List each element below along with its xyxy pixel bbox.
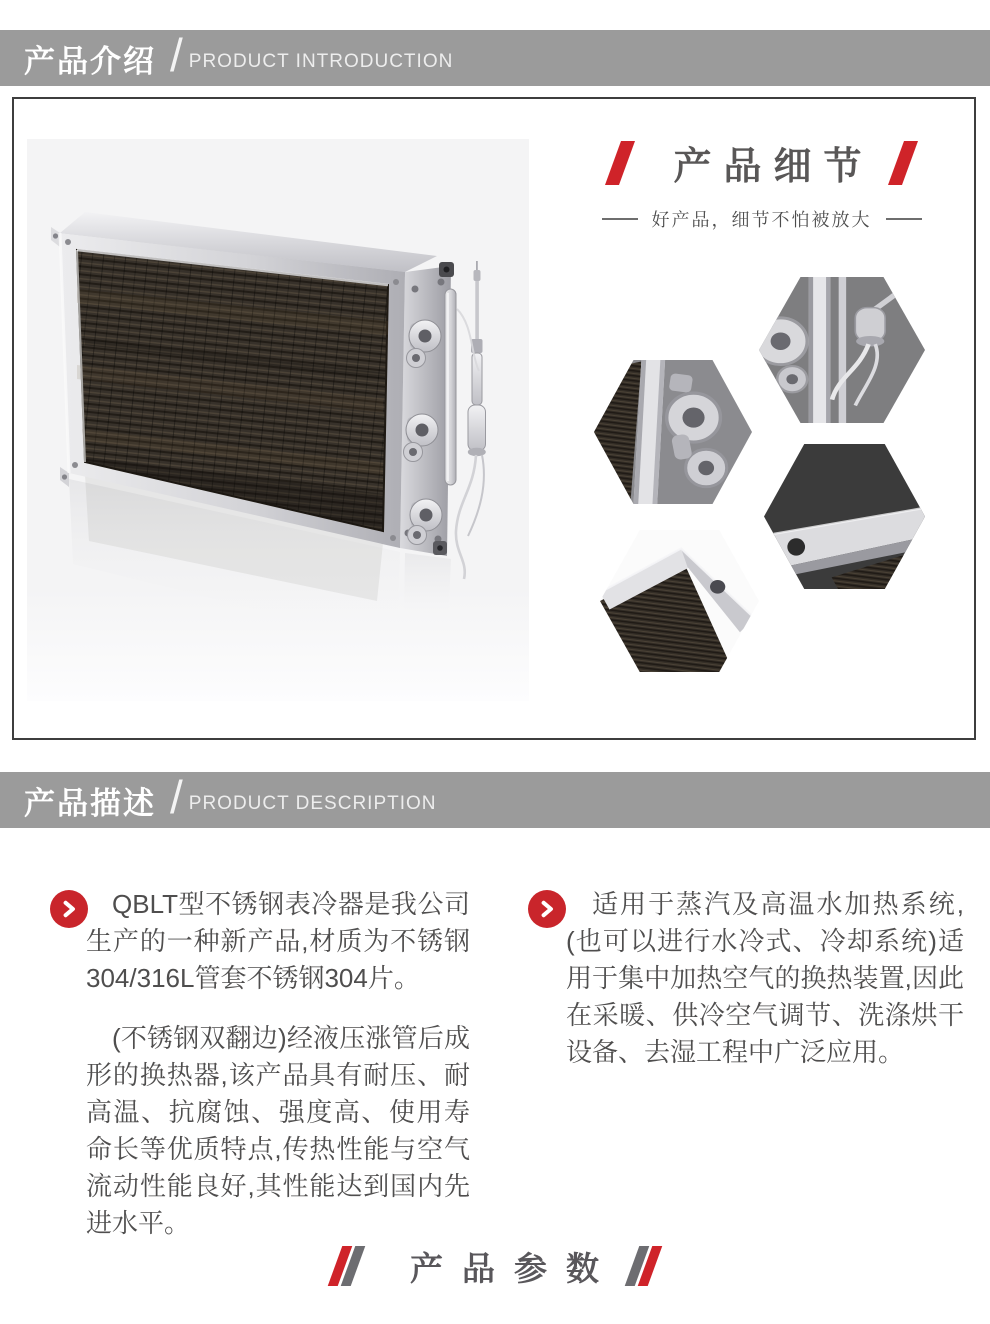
banner-slash-divider: /: [170, 771, 183, 823]
red-slash-icon: [887, 141, 917, 185]
detail-hex-tube-bends: [594, 360, 752, 504]
detail-title: 产品细节: [673, 146, 874, 188]
banner-slash-divider: /: [170, 29, 183, 81]
detail-hex-frame-corner-dark: [764, 444, 925, 589]
banner-title: 产品描述: [24, 785, 156, 821]
subtitle-line-right: [886, 218, 922, 220]
section-banner-product-introduction: [0, 30, 990, 86]
chevron-right-icon: [528, 890, 566, 928]
chevron-right-icon: [50, 890, 88, 928]
description-right-paragraph-1: 适用于蒸汽及高温水加热系统,(也可以进行水冷式、冷却系统)适用于集中加热空气的换热装置,因此在采暖、供冷空气调节、洗涤烘干设备、去湿工程中广泛应用。: [566, 889, 964, 1067]
description-left-paragraph-1: QBLT型不锈钢表冷器是我公司生产的一种新产品,材质为不锈钢304/316L管套不锈钢304片。: [86, 889, 470, 993]
banner-title: 产品介绍: [24, 43, 156, 79]
detail-subtitle: 好产品，细节不怕被放大: [651, 210, 872, 230]
subtitle-line-left: [602, 218, 638, 220]
section-banner-product-description: [0, 772, 990, 828]
red-slash-icon: [605, 141, 635, 185]
banner-subtitle: PRODUCT DESCRIPTION: [188, 793, 437, 814]
description-left-paragraph-2: (不锈钢双翻边)经液压涨管后成形的换热器,该产品具有耐压、耐高温、抗腐蚀、强度高、使用寿命长等优质特点,传热性能与空气流动性能良好,其性能达到国内先进水平。: [86, 1023, 470, 1238]
params-title: 产品参数: [410, 1249, 618, 1287]
banner-subtitle: PRODUCT INTRODUCTION: [188, 51, 454, 72]
red-gray-slash-icon: [328, 1246, 366, 1286]
product-photo: [27, 139, 529, 701]
product-detail-header: [559, 135, 964, 232]
gray-red-slash-icon: [625, 1246, 663, 1286]
detail-hex-sensor-wire: [759, 277, 925, 423]
detail-hex-frame-corner-fins: [600, 530, 759, 672]
heat-exchanger-illustration: [27, 139, 529, 701]
product-params-header: [0, 1243, 990, 1289]
product-introduction-box: [12, 97, 976, 740]
